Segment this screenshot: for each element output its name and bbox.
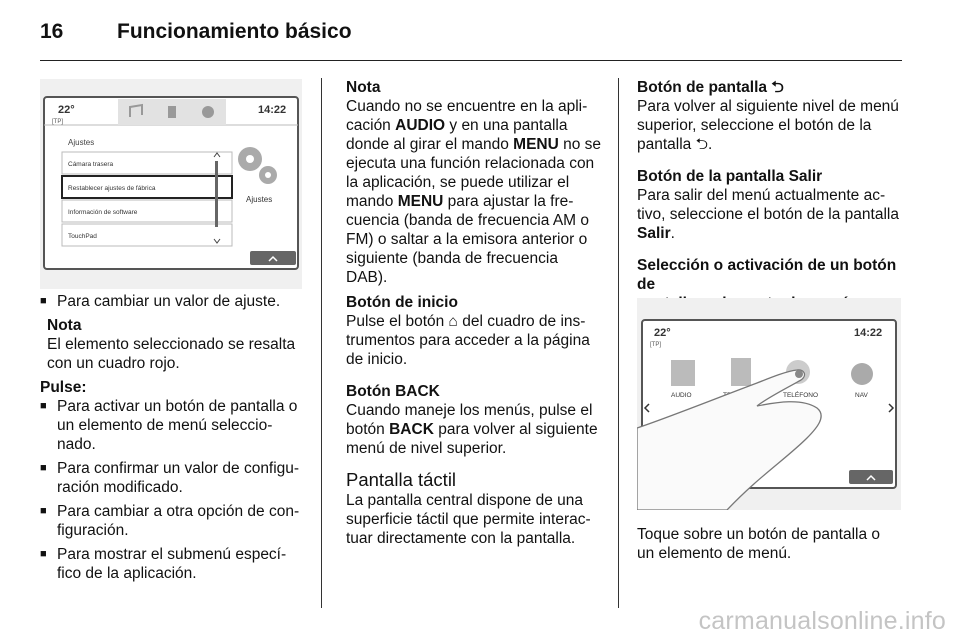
seleccion-title: Selección o activación de un botón de [637,257,897,293]
bullet-line: un elemento de menú seleccio- [57,417,273,434]
salir-line: tivo, seleccione el botón de la pantalla [637,206,899,223]
touch-screen-figure [637,298,901,510]
app-label: AUDIO [671,392,692,399]
page-title: Funcionamiento básico [117,20,352,43]
fig1-time: 14:22 [258,104,287,116]
header-rule [40,60,902,61]
bullet-item [40,502,312,540]
note-line: Cuando no se encuentre en la apli- [346,98,588,115]
back-line: Cuando maneje los menús, pulse el [346,402,593,419]
inicio-line: trumentos para acceder a la página [346,332,590,349]
salir-line: Para salir del menú actualmente ac- [637,187,886,204]
note-line: cuencia (banda de frecuencia AM o [346,212,589,229]
bullet-line: nado. [57,436,96,453]
pantalla-line: Para volver al siguiente nivel de menú [637,98,899,115]
caption-line: un elemento de menú. [637,545,792,562]
info-icon [202,106,214,118]
fig2-tp: [TP] [650,342,662,348]
bullet-item: ■ Para cambiar un valor de ajuste. [40,292,312,311]
note-title: Nota [47,317,82,334]
note-line: mando MENU para ajustar la fre- [346,193,574,210]
bullet-item [40,545,312,583]
note-line: siguiente (banda de frecuencia [346,250,558,267]
pantalla-title: Botón de pantalla ⮌ [637,79,784,96]
scrollbar [215,161,218,227]
bullet-line: ■ Para activar un botón de pantalla o [57,398,298,415]
pantalla-line: superior, seleccione el botón de la [637,117,872,134]
inicio-title: Botón de inicio [346,294,458,311]
fig1-item: Cámara trasera [68,161,114,168]
bullet-line: ■ Para confirmar un valor de configu- [57,460,300,477]
inicio-line: Pulse el botón ⌂ del cuadro de ins- [346,313,586,330]
caption-line: Toque sobre un botón de pantalla o [637,526,881,543]
tactil-line: La pantalla central dispone de una [346,492,583,509]
bullet-line: ración modificado. [57,479,183,496]
note-line: la aplicación, se puede utilizar el [346,174,570,191]
back-line: menú de nivel superior. [346,440,507,457]
home-icon: ⌂ [448,313,458,330]
tactil-line: tuar directamente con la pantalla. [346,530,576,547]
bullet-item [40,459,312,497]
app-label: NAV [855,392,868,399]
return-arrow-icon: ⮌ [695,136,709,153]
figure-caption [637,525,907,563]
pulse-label: Pulse: [40,379,87,396]
note-line: donde al girar el mando MENU no se [346,136,602,153]
note-line: DAB). [346,269,388,286]
app-label: TELÉFONO [783,392,819,399]
audio-icon [671,360,695,386]
fig1-item: Restablecer ajustes de fábrica [68,185,156,192]
note-line: con un cuadro rojo. [47,355,180,372]
tactil-line: superficie táctil que permite interac- [346,511,591,528]
watermark: carmanualsonline.info [698,607,946,635]
fig2-time: 14:22 [854,327,883,339]
nav-icon [851,363,873,385]
column-3 [637,78,907,313]
pantalla-line: pantalla ⮌. [637,136,713,153]
column-1 [40,292,312,583]
fig1-heading: Ajustes [68,138,95,147]
return-arrow-icon: ⮌ [771,79,784,96]
page-number: 16 [40,20,64,43]
salir-line: Salir. [637,225,675,242]
fig1-item: Información de software [68,209,138,216]
fig1-temp: 22° [58,104,75,116]
fig1-tp: [TP] [52,119,64,125]
fig1-side-label: Ajustes [246,195,273,204]
phone-icon [168,106,176,118]
column-divider [618,78,619,608]
settings-screen-figure [40,79,302,289]
bullet-line: figuración. [57,522,129,539]
note-line: El elemento seleccionado se resalta [47,336,296,353]
column-2 [346,78,612,548]
back-title: Botón BACK [346,383,440,400]
fig1-item: TouchPad [68,233,97,240]
note-line: FM) o saltar a la emisora anterior o [346,231,588,248]
bullet-item [40,397,312,454]
inicio-line: de inicio. [346,351,408,368]
column-divider [321,78,322,608]
bullet-line: ■ Para mostrar el submenú especí- [57,546,287,563]
bullet-line: ■ Para cambiar a otra opción de con- [57,503,300,520]
bullet-line: fico de la aplicación. [57,565,197,582]
touch-point [795,370,803,378]
note-title: Nota [346,79,381,96]
note-line: ejecuta una función relacionada con [346,155,595,172]
tactil-title: Pantalla táctil [346,469,457,490]
note-line: cación AUDIO y en una pantalla [346,117,568,134]
fig2-temp: 22° [654,327,671,339]
phone-app-icon [731,358,751,386]
back-line: botón BACK para volver al siguiente [346,421,598,438]
salir-title: Botón de la pantalla Salir [637,168,823,185]
